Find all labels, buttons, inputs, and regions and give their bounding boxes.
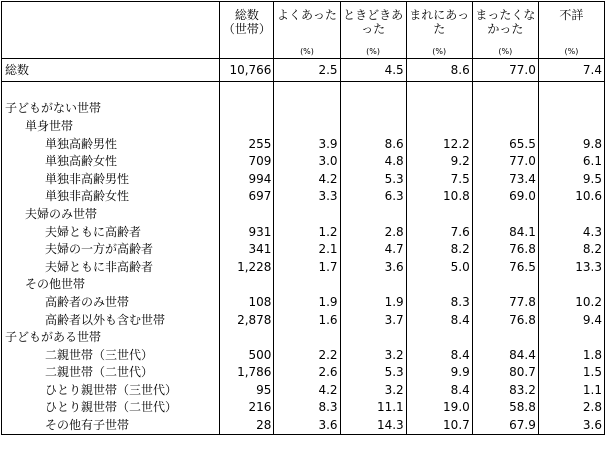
cell-sometimes: 5.3	[340, 170, 406, 188]
header-sometimes	[340, 2, 406, 59]
table-row	[2, 364, 605, 382]
row-label: ひとり親世帯（三世代）	[2, 381, 220, 399]
unit-never: (%)	[498, 47, 513, 56]
row-label: ひとり親世帯（二世代）	[2, 399, 220, 417]
cell-unknown: 4.3	[538, 223, 604, 241]
cell-never: 80.7	[472, 364, 538, 382]
cell-unknown: 10.6	[538, 188, 604, 206]
cell-sometimes: 2.8	[340, 223, 406, 241]
header-never	[472, 2, 538, 59]
cell-rarely: 10.8	[406, 188, 472, 206]
table-row	[2, 258, 605, 276]
cell-unknown	[538, 117, 604, 135]
cell-rarely: 10.7	[406, 416, 472, 434]
cell-often: 1.9	[274, 293, 340, 311]
cell-households: 697	[220, 188, 274, 206]
row-label: 二親世帯（二世代）	[2, 364, 220, 382]
cell-rarely: 12.2	[406, 135, 472, 153]
cell-never	[472, 117, 538, 135]
header-rarely-label: まれにあった	[409, 8, 470, 36]
cell-often: 2.1	[274, 240, 340, 258]
cell-never	[472, 100, 538, 118]
row-label: 夫婦の一方が高齢者	[2, 240, 220, 258]
total-never: 77.0	[472, 59, 538, 82]
header-never-label: まったくなかった	[475, 8, 536, 36]
cell-sometimes: 6.3	[340, 188, 406, 206]
cell-households	[220, 117, 274, 135]
row-label: その他世帯	[2, 276, 220, 294]
cell-often	[274, 205, 340, 223]
cell-households: 2,878	[220, 311, 274, 329]
header-households-label: 総数 （世帯）	[222, 8, 271, 36]
cell-rarely	[406, 100, 472, 118]
table-row	[2, 399, 605, 417]
unit-sometimes: (%)	[366, 47, 381, 56]
cell-rarely	[406, 276, 472, 294]
row-label: 高齢者以外も含む世帯	[2, 311, 220, 329]
cell-households	[220, 100, 274, 118]
cell-households: 1,786	[220, 364, 274, 382]
cell-sometimes: 4.7	[340, 240, 406, 258]
total-households: 10,766	[220, 59, 274, 82]
row-label: 単独非高齢女性	[2, 188, 220, 206]
header-unknown	[538, 2, 604, 59]
row-label: 単独高齢男性	[2, 135, 220, 153]
cell-sometimes	[340, 117, 406, 135]
cell-unknown	[538, 276, 604, 294]
unit-often: (%)	[300, 47, 314, 56]
cell-never: 77.0	[472, 152, 538, 170]
cell-often	[274, 328, 340, 346]
cell-households	[220, 328, 274, 346]
cell-rarely: 8.2	[406, 240, 472, 258]
row-label: 夫婦のみ世帯	[2, 205, 220, 223]
cell-sometimes: 3.7	[340, 311, 406, 329]
cell-unknown: 8.2	[538, 240, 604, 258]
cell-households: 500	[220, 346, 274, 364]
cell-sometimes: 5.3	[340, 364, 406, 382]
header-row	[2, 2, 605, 59]
row-label: 子どもがない世帯	[2, 100, 220, 118]
cell-never: 67.9	[472, 416, 538, 434]
row-label: 夫婦ともに非高齢者	[2, 258, 220, 276]
cell-often: 1.6	[274, 311, 340, 329]
cell-often: 3.3	[274, 188, 340, 206]
cell-sometimes: 1.9	[340, 293, 406, 311]
cell-rarely: 9.9	[406, 364, 472, 382]
cell-often	[274, 276, 340, 294]
cell-sometimes	[340, 100, 406, 118]
cell-households: 95	[220, 381, 274, 399]
header-households	[220, 2, 274, 59]
cell-sometimes: 3.2	[340, 381, 406, 399]
cell-often: 4.2	[274, 381, 340, 399]
row-label: その他有子世帯	[2, 416, 220, 434]
total-row	[2, 59, 605, 82]
cell-households: 931	[220, 223, 274, 241]
table-row	[2, 416, 605, 434]
cell-rarely	[406, 205, 472, 223]
cell-unknown: 1.8	[538, 346, 604, 364]
cell-households: 216	[220, 399, 274, 417]
cell-often: 1.2	[274, 223, 340, 241]
cell-never: 83.2	[472, 381, 538, 399]
cell-often	[274, 117, 340, 135]
cell-rarely: 19.0	[406, 399, 472, 417]
cell-rarely: 8.4	[406, 311, 472, 329]
cell-sometimes: 11.1	[340, 399, 406, 417]
category-row	[2, 100, 605, 118]
cell-unknown: 2.8	[538, 399, 604, 417]
cell-never	[472, 328, 538, 346]
cell-never: 84.4	[472, 346, 538, 364]
table-row	[2, 346, 605, 364]
cell-never	[472, 205, 538, 223]
table-row	[2, 152, 605, 170]
total-often: 2.5	[274, 59, 340, 82]
row-label: 高齢者のみ世帯	[2, 293, 220, 311]
cell-unknown: 9.8	[538, 135, 604, 153]
cell-never	[472, 276, 538, 294]
cell-unknown: 10.2	[538, 293, 604, 311]
row-label: 二親世帯（三世代）	[2, 346, 220, 364]
cell-sometimes	[340, 276, 406, 294]
header-sometimes-label: ときどきあった	[343, 8, 404, 36]
cell-households: 255	[220, 135, 274, 153]
cell-never: 69.0	[472, 188, 538, 206]
table-row	[2, 240, 605, 258]
cell-unknown	[538, 205, 604, 223]
cell-never: 76.5	[472, 258, 538, 276]
cell-often: 2.2	[274, 346, 340, 364]
table-row	[2, 188, 605, 206]
cell-unknown: 1.5	[538, 364, 604, 382]
row-label: 子どもがある世帯	[2, 328, 220, 346]
cell-rarely: 5.0	[406, 258, 472, 276]
cell-sometimes	[340, 205, 406, 223]
table-row	[2, 293, 605, 311]
table-row	[2, 381, 605, 399]
cell-never: 84.1	[472, 223, 538, 241]
row-label: 単身世帯	[2, 117, 220, 135]
row-label: 夫婦ともに高齢者	[2, 223, 220, 241]
total-sometimes: 4.5	[340, 59, 406, 82]
unit-unknown: (%)	[564, 47, 579, 56]
cell-often: 8.3	[274, 399, 340, 417]
cell-households	[220, 205, 274, 223]
statistics-table	[1, 1, 605, 435]
cell-often: 4.2	[274, 170, 340, 188]
table-row	[2, 135, 605, 153]
cell-unknown	[538, 100, 604, 118]
unit-rarely: (%)	[432, 47, 447, 56]
cell-unknown: 1.1	[538, 381, 604, 399]
cell-unknown: 3.6	[538, 416, 604, 434]
header-often	[274, 2, 340, 59]
cell-sometimes: 8.6	[340, 135, 406, 153]
cell-never: 77.8	[472, 293, 538, 311]
row-label: 単独非高齢男性	[2, 170, 220, 188]
cell-sometimes: 4.8	[340, 152, 406, 170]
row-label: 単独高齢女性	[2, 152, 220, 170]
cell-unknown: 13.3	[538, 258, 604, 276]
cell-rarely: 8.4	[406, 346, 472, 364]
total-label: 総数	[2, 59, 220, 82]
cell-never: 73.4	[472, 170, 538, 188]
cell-households: 994	[220, 170, 274, 188]
category-row	[2, 276, 605, 294]
cell-never: 76.8	[472, 240, 538, 258]
cell-sometimes	[340, 328, 406, 346]
cell-sometimes: 14.3	[340, 416, 406, 434]
cell-often: 3.6	[274, 416, 340, 434]
category-row	[2, 205, 605, 223]
cell-households: 1,228	[220, 258, 274, 276]
cell-often: 1.7	[274, 258, 340, 276]
table-row	[2, 223, 605, 241]
cell-rarely: 7.6	[406, 223, 472, 241]
category-row	[2, 328, 605, 346]
header-rarely	[406, 2, 472, 59]
spacer-row	[2, 82, 605, 100]
cell-rarely	[406, 328, 472, 346]
cell-rarely: 7.5	[406, 170, 472, 188]
cell-households: 28	[220, 416, 274, 434]
cell-households: 341	[220, 240, 274, 258]
header-unknown-label: 不詳	[559, 8, 584, 22]
cell-rarely: 9.2	[406, 152, 472, 170]
cell-never: 76.8	[472, 311, 538, 329]
cell-households	[220, 276, 274, 294]
total-rarely: 8.6	[406, 59, 472, 82]
cell-rarely: 8.4	[406, 381, 472, 399]
cell-sometimes: 3.2	[340, 346, 406, 364]
total-unknown: 7.4	[538, 59, 604, 82]
cell-never: 58.8	[472, 399, 538, 417]
table-row	[2, 311, 605, 329]
header-blank-cell	[2, 2, 220, 59]
cell-unknown: 6.1	[538, 152, 604, 170]
cell-households: 709	[220, 152, 274, 170]
cell-often	[274, 100, 340, 118]
cell-rarely: 8.3	[406, 293, 472, 311]
cell-often: 3.0	[274, 152, 340, 170]
table-row	[2, 170, 605, 188]
header-often-label: よくあった	[277, 8, 337, 22]
cell-never: 65.5	[472, 135, 538, 153]
cell-unknown: 9.4	[538, 311, 604, 329]
cell-rarely	[406, 117, 472, 135]
category-row	[2, 117, 605, 135]
cell-often: 3.9	[274, 135, 340, 153]
cell-sometimes: 3.6	[340, 258, 406, 276]
cell-unknown: 9.5	[538, 170, 604, 188]
cell-unknown	[538, 328, 604, 346]
cell-households: 108	[220, 293, 274, 311]
cell-often: 2.6	[274, 364, 340, 382]
